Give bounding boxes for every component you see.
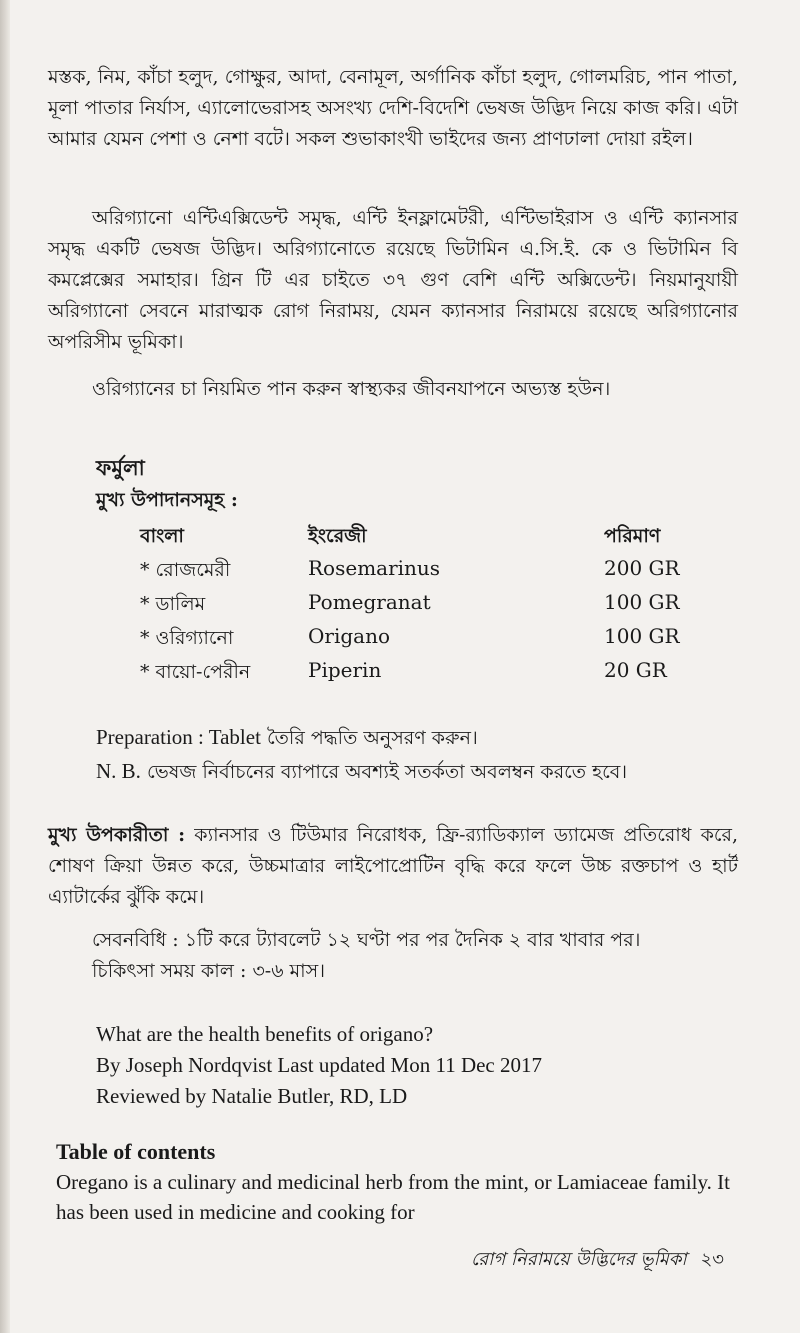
- dosage-line: সেবনবিধি : ১টি করে ট্যাবলেট ১২ ঘণ্টা পর পর দৈনিক ২ বার খাবার পর।: [92, 929, 641, 951]
- running-title: রোগ নিরাময়ে উদ্ভিদের ভূমিকা: [470, 1249, 687, 1270]
- ingredient-name-bangla: * বায়ো-পেরীন: [140, 661, 251, 683]
- column-header-bangla: বাংলা: [140, 525, 184, 547]
- page-footer: [471, 1245, 724, 1276]
- preparation-label: Preparation : Tablet: [96, 725, 261, 749]
- preparation-text: তৈরি পদ্ধতি অনুসরণ করুন।: [260, 727, 478, 749]
- ingredient-name-english: Piperin: [308, 658, 382, 682]
- nb-note: [96, 758, 627, 790]
- intro-paragraph-2: অরিগ্যানো এন্টিএক্সিডেন্ট সমৃদ্ধ, এন্টি ইনফ্লামেটরী, এন্টিভাইরাস ও এন্টি ক্যানসার সমৃদ্ধ একটি ভেষজ উদ্ভিদ। অরিগ্যানোতে রয়েছে ভিটামিন এ.সি.ই. কে ও ভিটামিন বি কমপ্লেক্সের সমাহার। গ্রিন টি এর চাইতে ৩৭ গুণ বেশি এন্টি অক্সিডেন্ট। নিয়মানুযায়ী অরিগ্যানো সেবনে মারাত্মক রোগ নিরাময়, যেমন ক্যানসার নিরাময়ে রয়েছে অরিগ্যানোর অপরিসীম ভূমিকা।: [48, 207, 738, 353]
- ingredient-name-bangla: * ওরিগ্যানো: [140, 627, 234, 649]
- toc-heading: Table of contents: [56, 1139, 216, 1164]
- ingredient-quantity: 100 GR: [604, 590, 680, 614]
- nb-text: ভেষজ নির্বাচনের ব্যাপারে অবশ্যই সতর্কতা অবলম্বন করতে হবে।: [140, 761, 628, 783]
- ingredients-subheading: মুখ্য উপাদানসমূহ :: [96, 489, 238, 511]
- article-title: What are the health benefits of origano?: [96, 1022, 434, 1046]
- column-header-english: ইংরেজী: [308, 525, 367, 547]
- page-number: ২৩: [700, 1249, 724, 1270]
- ingredient-name-bangla: * রোজমেরী: [140, 559, 231, 581]
- benefits-text: ক্যানসার ও টিউমার নিরোধক, ফ্রি-র‍্যাডিক্যাল ড্যামেজ প্রতিরোধ করে, শোষণ ক্রিয়া উন্নত করে, উচ্চমাত্রার লাইপোপ্রোটিন বৃদ্ধি করে ফলে উচ্চ রক্তচাপ ও হার্ট এ্যাটার্কের ঝুঁকি কমে।: [48, 824, 738, 908]
- ingredient-name-english: Rosemarinus: [308, 556, 441, 580]
- benefits-paragraph: [48, 820, 738, 913]
- ingredient-quantity: 100 GR: [604, 624, 680, 648]
- formula-heading: ফর্মুলা: [96, 455, 145, 480]
- preparation-note: [96, 724, 478, 756]
- ingredient-name-english: Origano: [308, 624, 391, 648]
- ingredient-quantity: 20 GR: [604, 658, 667, 682]
- ingredient-quantity: 200 GR: [604, 556, 680, 580]
- duration-line: চিকিৎসা সময় কাল : ৩-৬ মাস।: [92, 960, 326, 982]
- benefits-label: মুখ্য উপকারীতা :: [48, 824, 186, 846]
- ingredient-name-english: Pomegranat: [308, 590, 431, 614]
- article-byline: By Joseph Nordqvist Last updated Mon 11 Dec 2017: [96, 1053, 543, 1077]
- nb-label: N. B.: [96, 759, 141, 783]
- intro-paragraph-1: মস্তক, নিম, কাঁচা হলুদ, গোক্ষুর, আদা, বেনামূল, অর্গানিক কাঁচা হলুদ, গোলমরিচ, পান পাতা, মূলা পাতার নির্যাস, এ্যালোভেরাসহ অসংখ্য দেশি-বিদেশি ভেষজ উদ্ভিদ নিয়ে কাজ করি। এটা আমার যেমন পেশা ও নেশা বটে। সকল শুভাকাংখী ভাইদের জন্য প্রাণঢালা দোয়া রইল।: [48, 66, 738, 150]
- ingredient-name-bangla: * ডালিম: [140, 593, 206, 615]
- intro-paragraph-3: ওরিগ্যানের চা নিয়মিত পান করুন স্বাস্থ্যকর জীবনযাপনে অভ্যস্ত হউন।: [92, 378, 611, 400]
- column-header-quantity: পরিমাণ: [604, 525, 661, 547]
- article-body: Oregano is a culinary and medicinal herb from the mint, or Lamiaceae family. It has been used in medicine and cooking for: [56, 1170, 730, 1224]
- article-reviewer: Reviewed by Natalie Butler, RD, LD: [96, 1084, 408, 1108]
